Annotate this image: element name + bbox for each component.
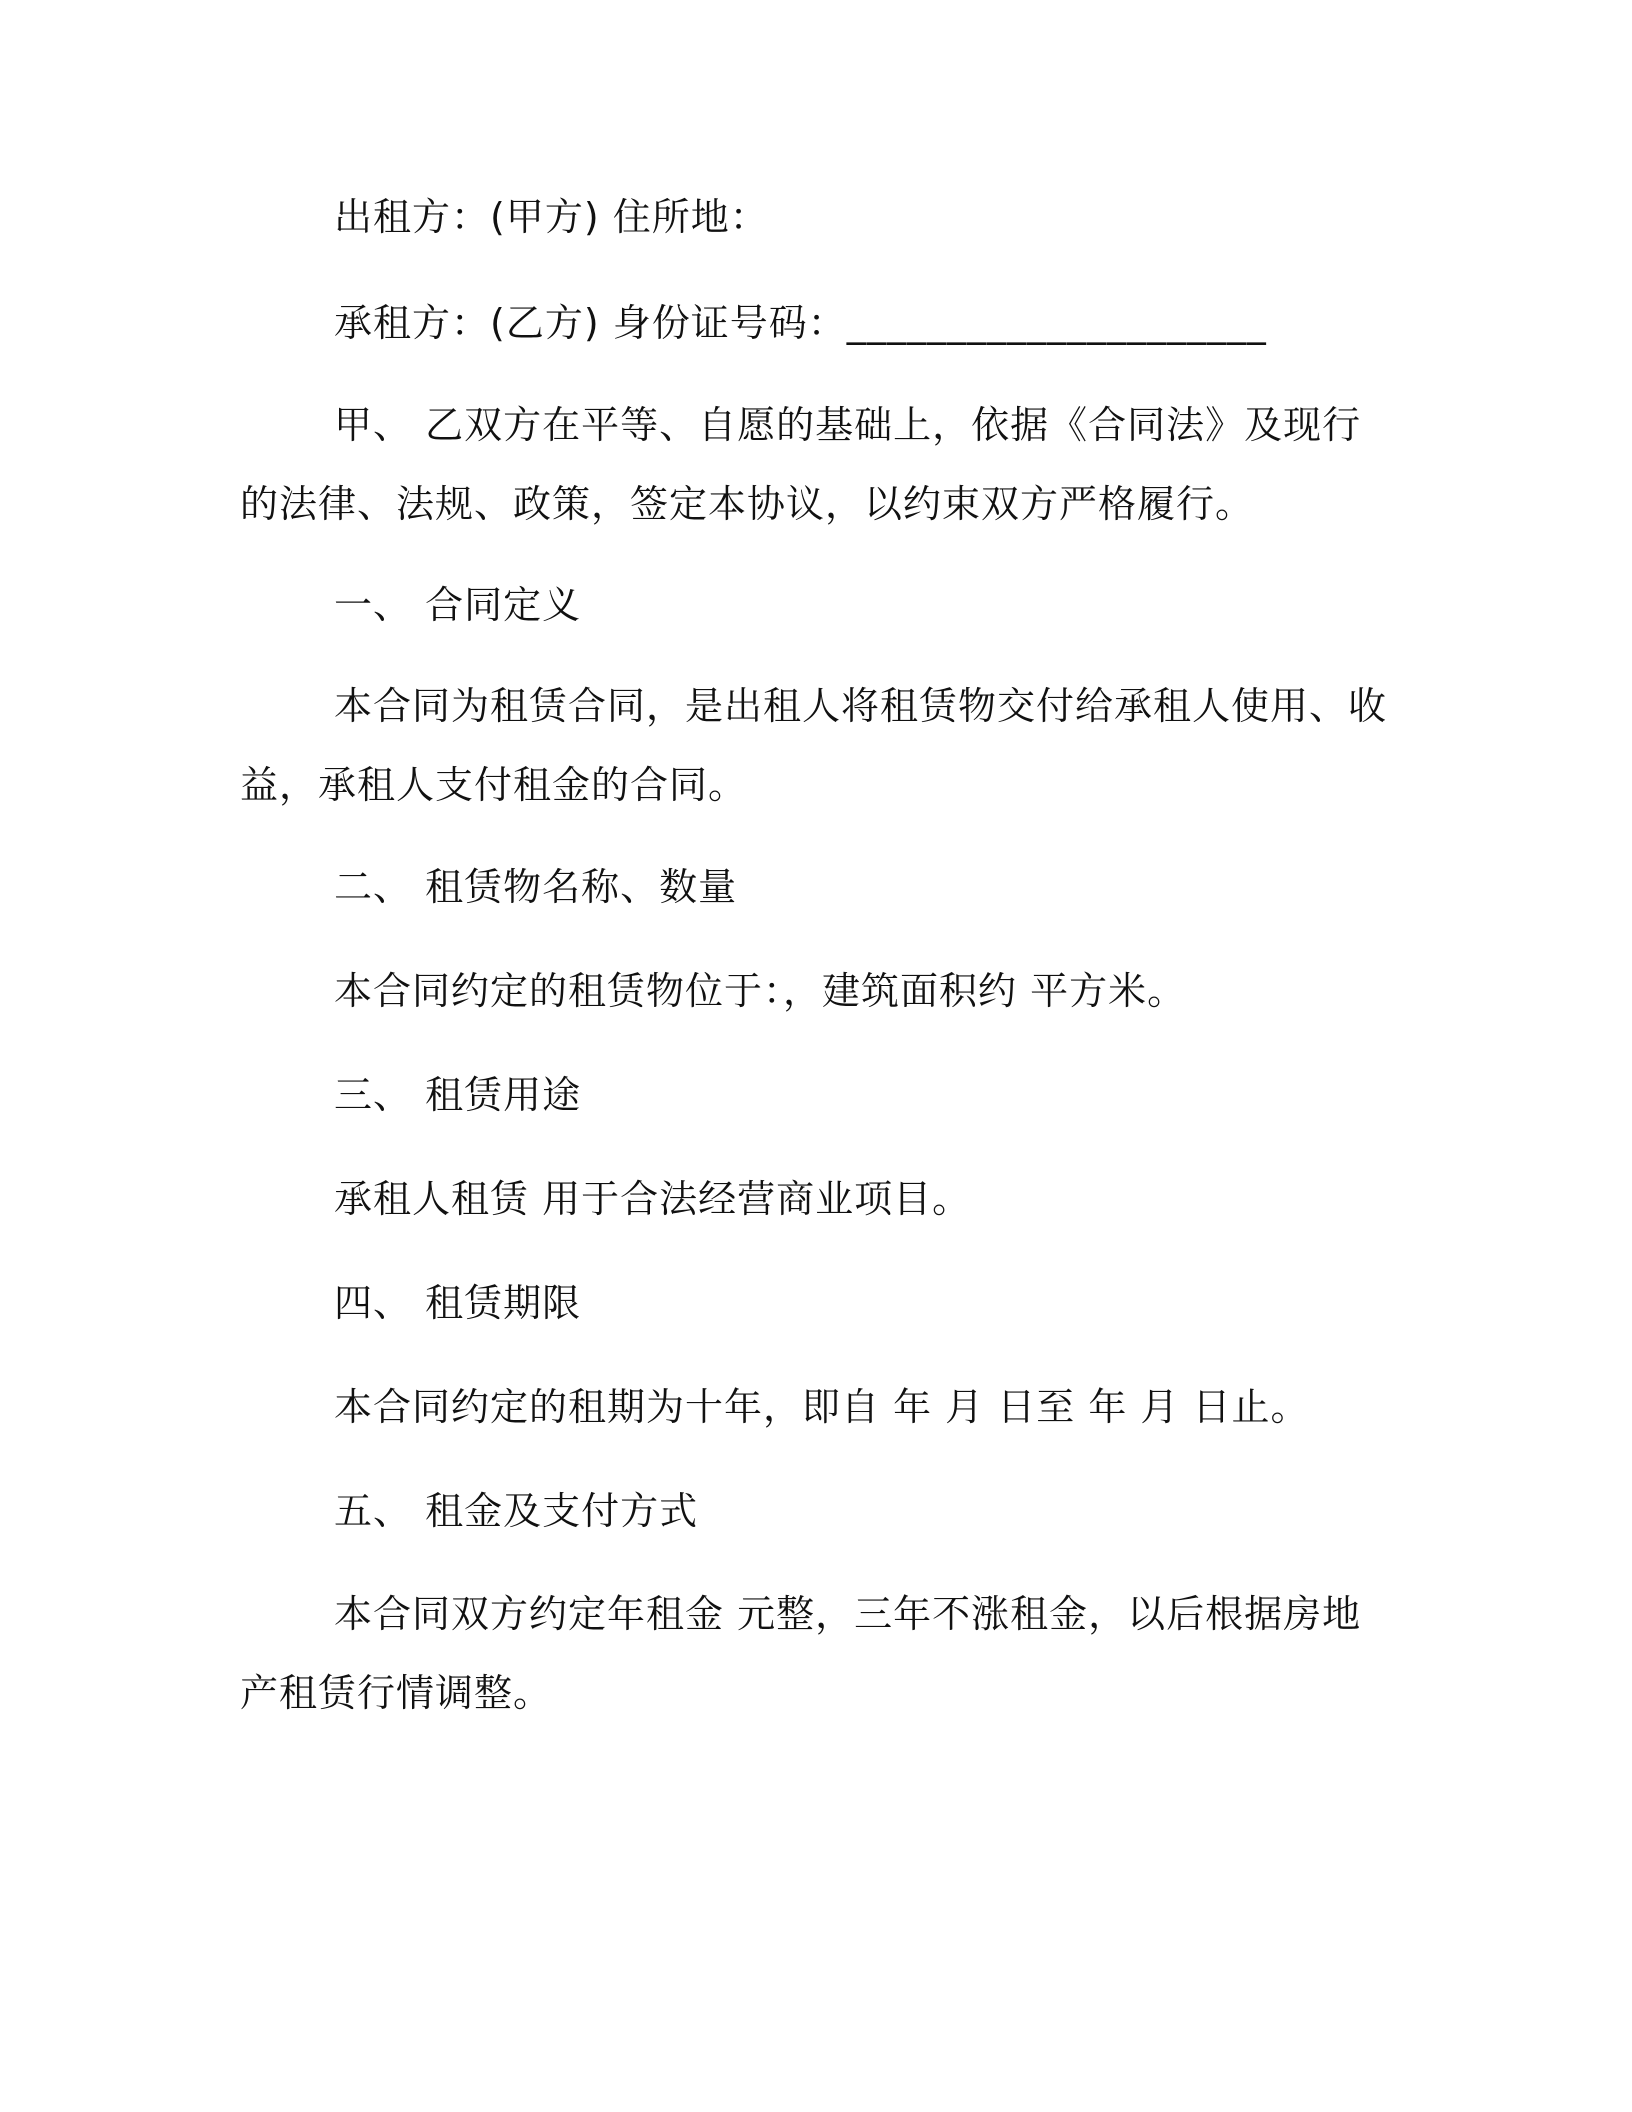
section-body-4: 本合同约定的租期为十年，即自 年 月 日至 年 月 日止。 xyxy=(334,1385,1310,1429)
section-heading-5: 五、 租金及支付方式 xyxy=(334,1489,699,1533)
section-body-5: 本合同双方约定年租金 元整，三年不涨租金，以后根据房地产租赁行情调整。 xyxy=(240,1592,1362,1715)
section-body-3: 承租人租赁 用于合法经营商业项目。 xyxy=(334,1177,972,1221)
section-body-2: 本合同约定的租赁物位于：，建筑面积约 平方米。 xyxy=(334,969,1187,1013)
lessee-line: 承租方：(乙方) 身份证号码：_____________________ xyxy=(334,301,1267,345)
lessor-line: 出租方：(甲方) 住所地： xyxy=(334,195,769,239)
section-heading-3: 三、 租赁用途 xyxy=(334,1073,582,1117)
section-heading-4: 四、 租赁期限 xyxy=(334,1281,582,1325)
section-body-1: 本合同为租赁合同，是出租人将租赁物交付给承租人使用、收益，承租人支付租金的合同。 xyxy=(240,684,1388,807)
section-heading-1: 一、 合同定义 xyxy=(334,583,582,627)
section-heading-2: 二、 租赁物名称、数量 xyxy=(334,865,738,909)
preamble-paragraph: 甲、 乙双方在平等、自愿的基础上，依据《合同法》及现行的法律、法规、政策，签定本协议，以约束双方严格履行。 xyxy=(240,403,1362,526)
